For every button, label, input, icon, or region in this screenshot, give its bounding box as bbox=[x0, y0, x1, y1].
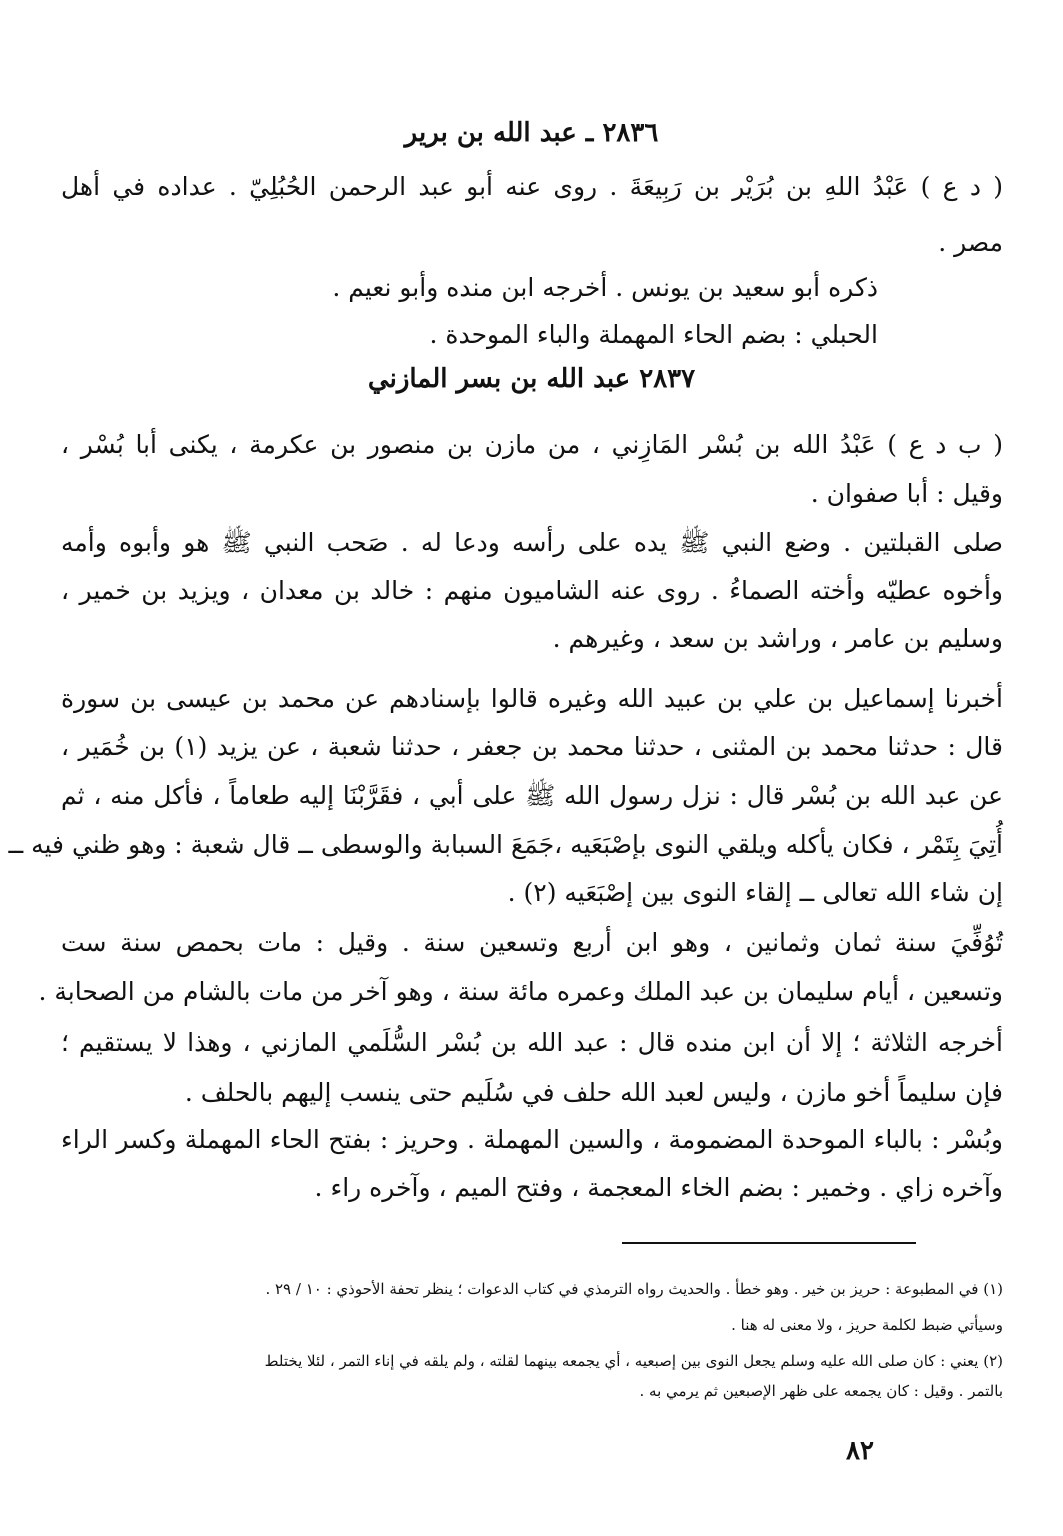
text-line: إن شاء الله تعالى ــ إلقاء النوى بين إصْبَعَيه (٢) . bbox=[507, 878, 1003, 907]
text-line: قال : حدثنا محمد بن المثنى ، حدثنا محمد بن جعفر ، حدثنا شعبة ، عن يزيد (١) بن خُمَير ، bbox=[61, 732, 1003, 761]
footnote-line: (١) في المطبوعة : حريز بن خير . وهو خطأ . والحديث رواه الترمذي في كتاب الدعوات ؛ ينظر تحفة الأحوذي : ١٠ / ٢٩ . bbox=[265, 1280, 1003, 1298]
text-line: وسليم بن عامر ، وراشد بن سعد ، وغيرهم . bbox=[552, 624, 1003, 653]
text-line: وبُسْر : بالباء الموحدة المضمومة ، والسين المهملة . وحريز : بفتح الحاء المهملة وكسر الراء bbox=[61, 1125, 1003, 1154]
text-line: ( د ع ) عَبْدُ اللهِ بن بُرَيْر بن رَبِيعَةَ . روى عنه أبو عبد الرحمن الحُبُلِيّ . عداده في أهل bbox=[61, 172, 1003, 201]
text-line: وقيل : أبا صفوان . bbox=[810, 479, 1003, 508]
text-line: عن عبد الله بن بُسْر قال : نزل رسول الله ﷺ على أبي ، فقَرَّبْنَا إليه طعاماً ، فأكل منه ، ثم bbox=[61, 781, 1003, 810]
footnote-line: (٢) يعني : كان صلى الله عليه وسلم يجعل النوى بين إصبعيه ، أي يجمعه بينهما لقلته ، ولم يلقه في إناء التمر ، لئلا يختلط bbox=[264, 1352, 1003, 1370]
text-line: الحبلي : بضم الحاء المهملة والباء الموحدة . bbox=[429, 320, 878, 349]
footnote-line: بالتمر . وقيل : كان يجمعه على ظهر الإصبعين ثم يرمي به . bbox=[639, 1382, 1003, 1400]
text-line: مصر . bbox=[938, 228, 1003, 257]
page-number: ٨٢ bbox=[846, 1436, 874, 1466]
entry-heading: ٢٨٣٧ عبد الله بن بسر المازني bbox=[367, 364, 696, 394]
text-line: وآخره زاي . وخمير : بضم الخاء المعجمة ، وفتح الميم ، وآخره راء . bbox=[314, 1173, 1003, 1202]
text-line: أخبرنا إسماعيل بن علي بن عبيد الله وغيره قالوا بإسنادهم عن محمد بن عيسى بن سورة bbox=[61, 684, 1003, 713]
text-line: وأخوه عطيّه وأخته الصماءُ . روى عنه الشاميون منهم : خالد بن معدان ، ويزيد بن خمير ، bbox=[61, 576, 1003, 605]
text-line: ذكره أبو سعيد بن يونس . أخرجه ابن منده وأبو نعيم . bbox=[332, 273, 878, 302]
footnote-divider bbox=[622, 1242, 916, 1244]
footnote-line: وسيأتي ضبط لكلمة حريز ، ولا معنى له هنا . bbox=[731, 1316, 1003, 1334]
text-line: أخرجه الثلاثة ؛ إلا أن ابن منده قال : عبد الله بن بُسْر السُّلَمي المازني ، وهذا لا يستقيم ؛ bbox=[61, 1028, 1003, 1057]
entry-heading: ٢٨٣٦ ـ عبد الله بن برير bbox=[404, 118, 659, 148]
text-line: ( ب د ع ) عَبْدُ الله بن بُسْر المَازِني ، من مازن بن منصور بن عكرمة ، يكنى أبا بُسْر ، bbox=[61, 430, 1003, 459]
text-line: أُتِيَ بِتَمْر ، فكان يأكله ويلقي النوى بإصْبَعَيه ،جَمَعَ السبابة والوسطى ــ قال شعبة : وهو ظني فيه ــ bbox=[8, 830, 1003, 859]
text-line: صلى القبلتين . وضع النبي ﷺ يده على رأسه ودعا له . صَحب النبي ﷺ هو وأبوه وأمه bbox=[61, 528, 1003, 557]
text-line: تُوُفِّيَ سنة ثمان وثمانين ، وهو ابن أربع وتسعين سنة . وقيل : مات بحمص سنة ست bbox=[61, 928, 1003, 957]
text-line: فإن سليماً أخو مازن ، وليس لعبد الله حلف في سُلَيم حتى ينسب إليهم بالحلف . bbox=[184, 1078, 1003, 1107]
text-line: وتسعين ، أيام سليمان بن عبد الملك وعمره مائة سنة ، وهو آخر من مات بالشام من الصحابة . bbox=[38, 977, 1003, 1006]
